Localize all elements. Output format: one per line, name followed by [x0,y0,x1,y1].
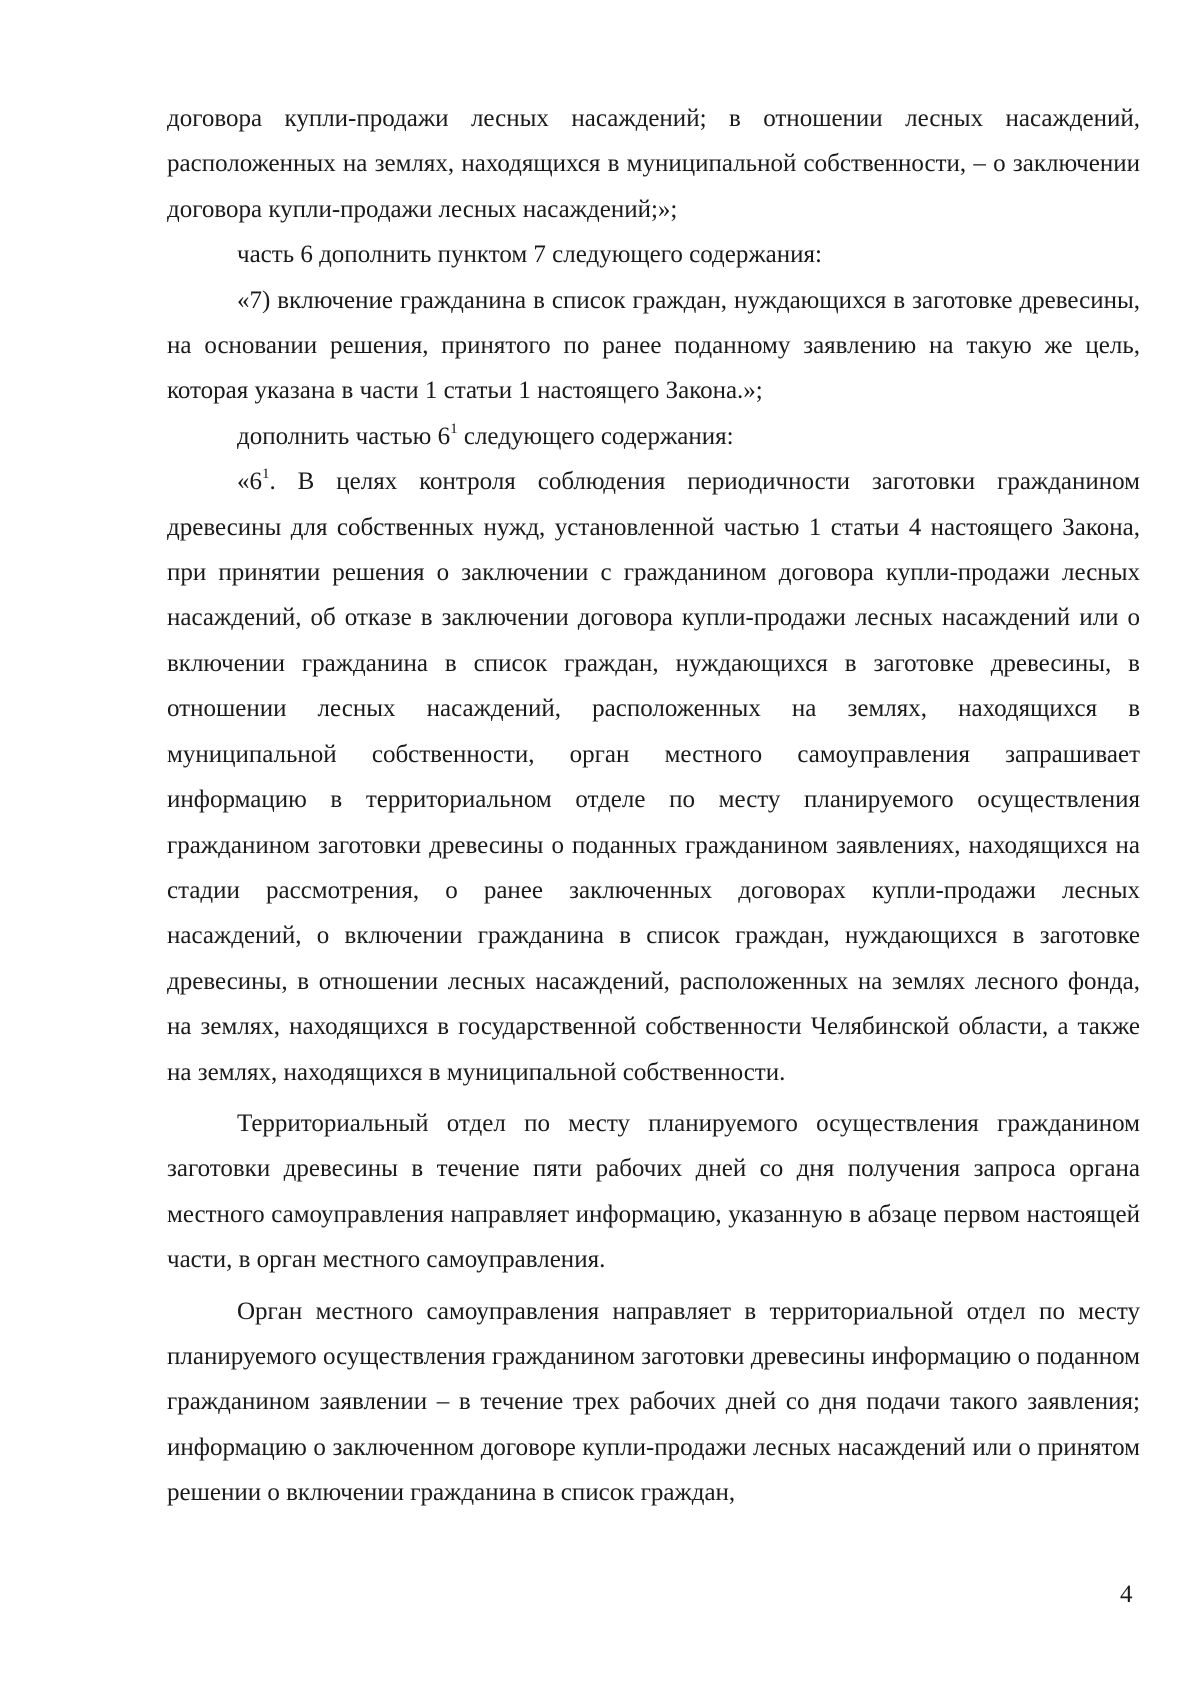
paragraph-part6-1 [167,459,1140,1095]
paragraph-continuation: договора купли-продажи лесных насаждений; в отношении лесных насаждений, расположенных на землях, находящихся в муниципальной собственности, – о заключении договора купли-продажи лесных насаждений;»; [167,105,1140,223]
paragraph-part6-amendment: часть 6 дополнить пунктом 7 следующего содержания: [237,241,822,269]
part-prefix: «6 [237,468,262,496]
addition-suffix: следующего содержания: [457,422,734,450]
paragraph-territorial-department: Территориальный отдел по месту планируемого осуществления гражданином заготовки древесины в течение пяти рабочих дней со дня получения запроса органа местного самоуправления направляет информацию, указанную в абзаце первом настоящей части, в орган местного самоуправления. [167,1109,1140,1274]
page-number: 4 [1120,1581,1133,1608]
document-body [167,96,1140,1516]
paragraph-local-government: Орган местного самоуправления направляет в территориальной отдел по месту планируемого осуществления гражданином заготовки древесины информацию о поданном гражданином заявлении – в течение трех рабочих дней со дня подачи такого заявления; информацию о заключенном договоре купли-продажи лесных насаждений или о принятом решении о включении гражданина в список граждан, [167,1297,1140,1507]
part-text: . В целях контроля соблюдения периодичности заготовки гражданином древесины для собственных нужд, установленной частью 1 статьи 4 настоящего Закона, при принятии решения о заключении с гражданином договора купли-продажи лесных насаждений, об отказе в заключении договора купли-продажи лесных насаждений или о включении гражданина в список граждан, нуждающихся в заготовке древесины, в отношении лесных насаждений, расположенных на землях, находящихся в муниципальной собственности, орган местного самоуправления запрашивает информацию в территориальном отделе по месту планируемого осуществления гражданином заготовки древесины о поданных гражданином заявлениях, находящихся на стадии рассмотрения, о ранее заключенных договорах купли-продажи лесных насаждений, о включении гражданина в список граждан, нуждающихся в заготовке древесины, в отношении лесных насаждений, расположенных на землях лесного фонда, на землях, находящихся в государственной собственности Челябинской области, а также на землях, находящихся в муниципальной собственности. [167,468,1140,1086]
addition-prefix: дополнить частью 6 [237,422,451,450]
addition-superscript: 1 [450,420,458,437]
paragraph-part6-1-amendment [167,414,1140,459]
part-superscript: 1 [262,466,270,483]
paragraph-item7: «7) включение гражданина в список граждан, нуждающихся в заготовке древесины, на основании решения, принятого по ранее поданному заявлению на такую же цель, которая указана в части 1 статьи 1 настоящего Закона.»; [167,286,1140,405]
